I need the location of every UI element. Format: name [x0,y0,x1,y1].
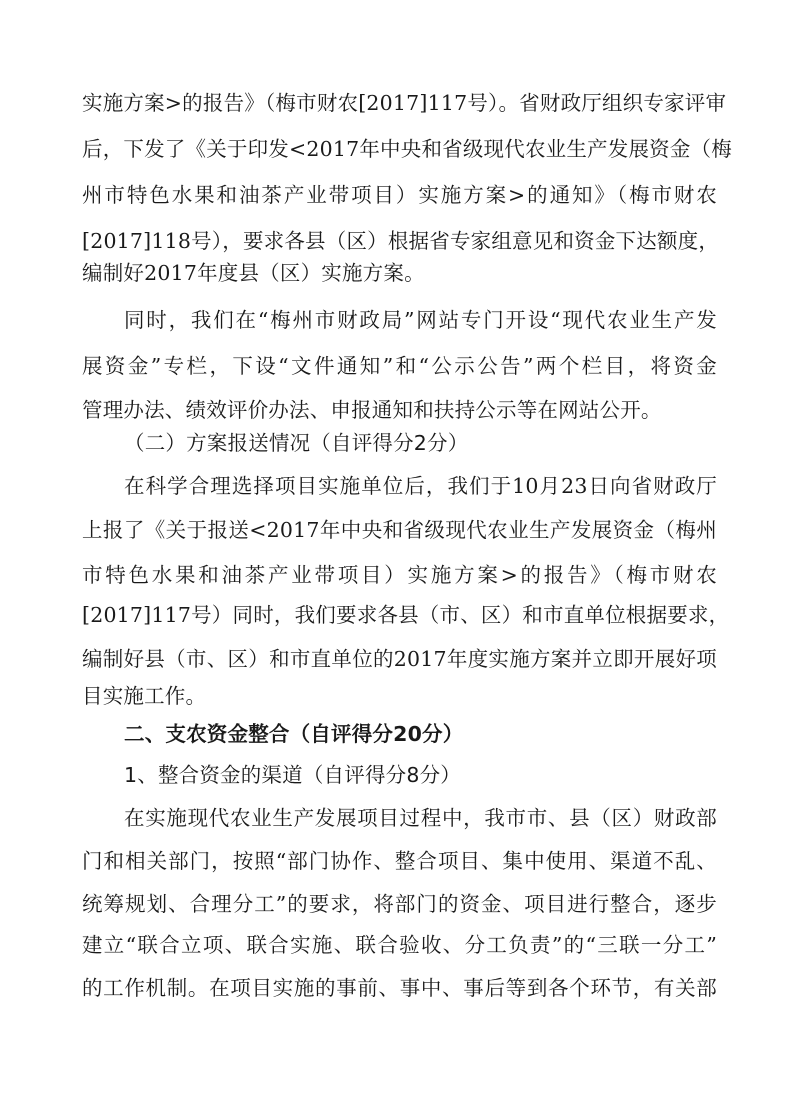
paragraph-line: 后，下发了《关于印发<2017年中央和省级现代农业生产发展资金（梅 [82,137,732,161]
paragraph-line: 在实施现代农业生产发展项目过程中，我市市、县（区）财政部 [124,806,717,830]
paragraph-line: 实施方案>的报告》（梅市财农[2017]117号）。省财政厅组织专家评审 [82,91,727,115]
section-heading: （二）方案报送情况（自评得分2分） [124,431,469,455]
paragraph-line: 展资金”专栏，下设“文件通知”和“公示公告”两个栏目，将资金 [82,354,717,378]
paragraph-line: 同时，我们在“梅州市财政局”网站专门开设“现代农业生产发 [124,308,717,332]
subsection-heading: 1、整合资金的渠道（自评得分8分） [124,763,461,787]
paragraph-line: 目实施工作。 [82,684,207,708]
paragraph-line: 州市特色水果和油茶产业带项目）实施方案>的通知》（梅市财农 [82,183,717,207]
paragraph-line: 市特色水果和油茶产业带项目）实施方案>的报告》（梅市财农 [82,563,717,587]
paragraph-line: 编制好2017年度县（区）实施方案。 [82,261,425,285]
paragraph-line: 上报了《关于报送<2017年中央和省级现代农业生产发展资金（梅州 [82,518,717,542]
paragraph-line: 统筹规划、合理分工”的要求，将部门的资金、项目进行整合，逐步 [82,892,717,916]
paragraph-line: 门和相关部门，按照“部门协作、整合项目、集中使用、渠道不乱、 [82,849,717,873]
paragraph-line: 建立“联合立项、联合实施、联合验收、分工负责”的“三联一分工” [82,933,717,957]
paragraph-line: 编制好县（市、区）和市直单位的2017年度实施方案并立即开展好项 [82,647,717,671]
section-heading: 二、支农资金整合（自评得分20分） [124,722,464,746]
paragraph-line: 的工作机制。在项目实施的事前、事中、事后等到各个环节，有关部 [82,976,717,1000]
paragraph-line: 管理办法、绩效评价办法、申报通知和扶持公示等在网站公开。 [82,398,662,422]
paragraph-line: 在科学合理选择项目实施单位后，我们于10月23日向省财政厅 [124,474,717,498]
paragraph-line: [2017]117号）同时，我们要求各县（市、区）和市直单位根据要求， [82,603,730,627]
paragraph-line: [2017]118号），要求各县（区）根据省专家组意见和资金下达额度， [82,229,720,253]
